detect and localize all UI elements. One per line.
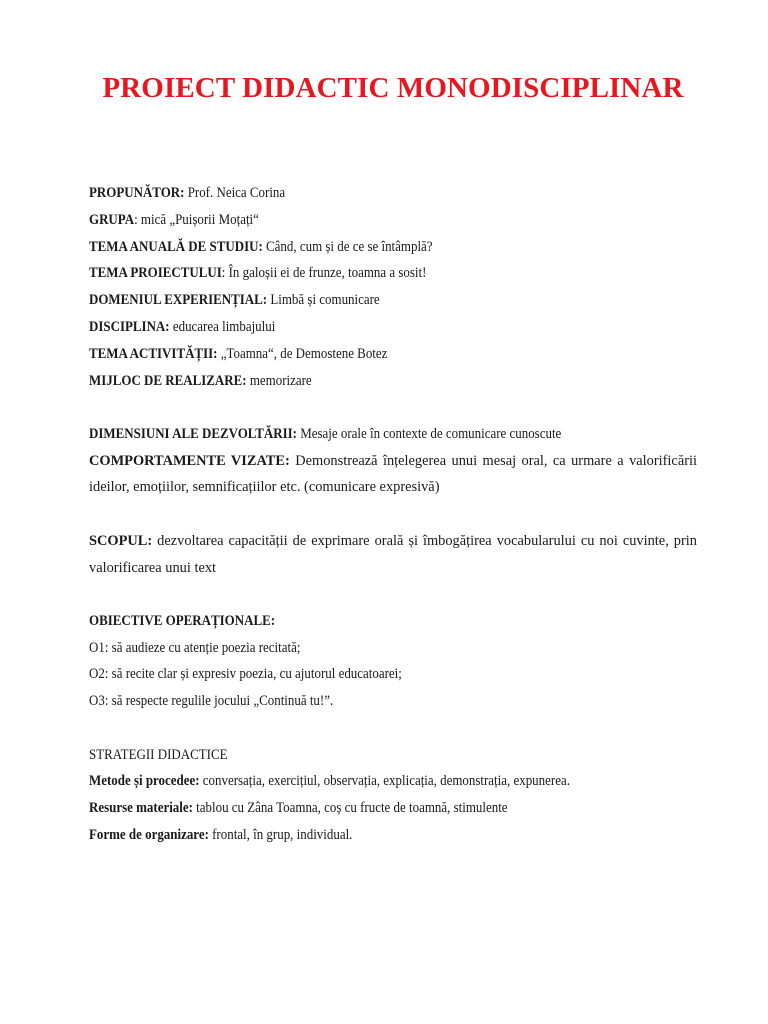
field-label: Metode și procedee: [89, 773, 200, 790]
field-label: TEMA ACTIVITĂȚII: [89, 345, 218, 362]
field-value: conversația, exercițiul, observația, explicația, demonstrația, expunerea. [199, 773, 570, 790]
document-title: PROIECT DIDACTIC MONODISCIPLINAR [102, 72, 684, 104]
field-value: Mesaje orale în contexte de comunicare cunoscute [296, 425, 562, 442]
field-scopul [89, 528, 697, 582]
field-value: frontal, în grup, individual. [208, 826, 353, 843]
strategy-forme [89, 822, 697, 849]
field-value: „Toamna“, de Demostene Botez [217, 345, 388, 362]
field-label: COMPORTAMENTE VIZATE: [89, 452, 290, 469]
field-value: memorizare [246, 372, 312, 389]
field-label: DISCIPLINA: [89, 318, 170, 335]
field-label: DOMENIUL EXPERIENȚIAL: [89, 292, 268, 309]
field-disciplina [89, 314, 697, 341]
objective-item: O3: să respecte regulile jocului „Continuă tu!”. [89, 693, 334, 710]
spacer [89, 581, 697, 608]
field-tema-proiectului [89, 260, 697, 287]
document-body [89, 180, 697, 849]
field-domeniul [89, 287, 697, 314]
field-comportamente [89, 448, 697, 502]
field-label: Forme de organizare: [89, 826, 209, 843]
field-mijloc [89, 368, 697, 395]
field-value: tablou cu Zâna Toamna, coș cu fructe de toamnă, stimulente [192, 800, 508, 817]
objective-item: O2: să recite clar și expresiv poezia, cu ajutorul educatoarei; [89, 666, 402, 683]
field-value: Prof. Neica Corina [184, 185, 286, 201]
strategii-heading: STRATEGII DIDACTICE [89, 746, 228, 763]
field-label: GRUPA [89, 211, 135, 228]
field-label: TEMA PROIECTULUI [89, 265, 222, 282]
field-label: PROPUNĂTOR: [89, 185, 185, 201]
objective-item: O1: să audieze cu atenție poezia recitată; [89, 639, 301, 656]
field-value: Când, cum și de ce se întâmplă? [262, 238, 433, 255]
field-value: : mică „Puișorii Moțați“ [134, 211, 259, 228]
spacer [89, 394, 697, 421]
field-label: MIJLOC DE REALIZARE: [89, 372, 247, 389]
field-label: SCOPUL: [89, 532, 153, 549]
field-value: educarea limbajului [169, 318, 276, 335]
strategy-resurse [89, 795, 697, 822]
field-propunator [89, 180, 697, 207]
field-tema-anuala [89, 234, 697, 261]
field-label: Resurse materiale: [89, 800, 193, 817]
obiective-heading: OBIECTIVE OPERAȚIONALE: [89, 612, 276, 629]
field-tema-activitatii [89, 341, 697, 368]
field-label: TEMA ANUALĂ DE STUDIU: [89, 238, 263, 255]
spacer [89, 715, 697, 742]
field-value: dezvoltarea capacității de exprimare orală și îmbogățirea vocabularului cu noi cuvinte, prin valorificarea unui text [89, 532, 697, 576]
spacer [89, 501, 697, 528]
field-value: Limbă și comunicare [267, 292, 380, 309]
field-value: : În galoșii ei de frunze, toamna a sosit! [221, 265, 427, 282]
field-value: Demonstrează înțelegerea unui mesaj oral, ca urmare a valorificării ideilor, emoțiilor, semnificațiilor etc. (comunicare expresivă) [89, 452, 697, 496]
strategy-metode [89, 768, 697, 795]
field-grupa [89, 207, 697, 234]
field-label: DIMENSIUNI ALE DEZVOLTĂRII: [89, 425, 297, 442]
field-dimensiuni [89, 421, 697, 448]
